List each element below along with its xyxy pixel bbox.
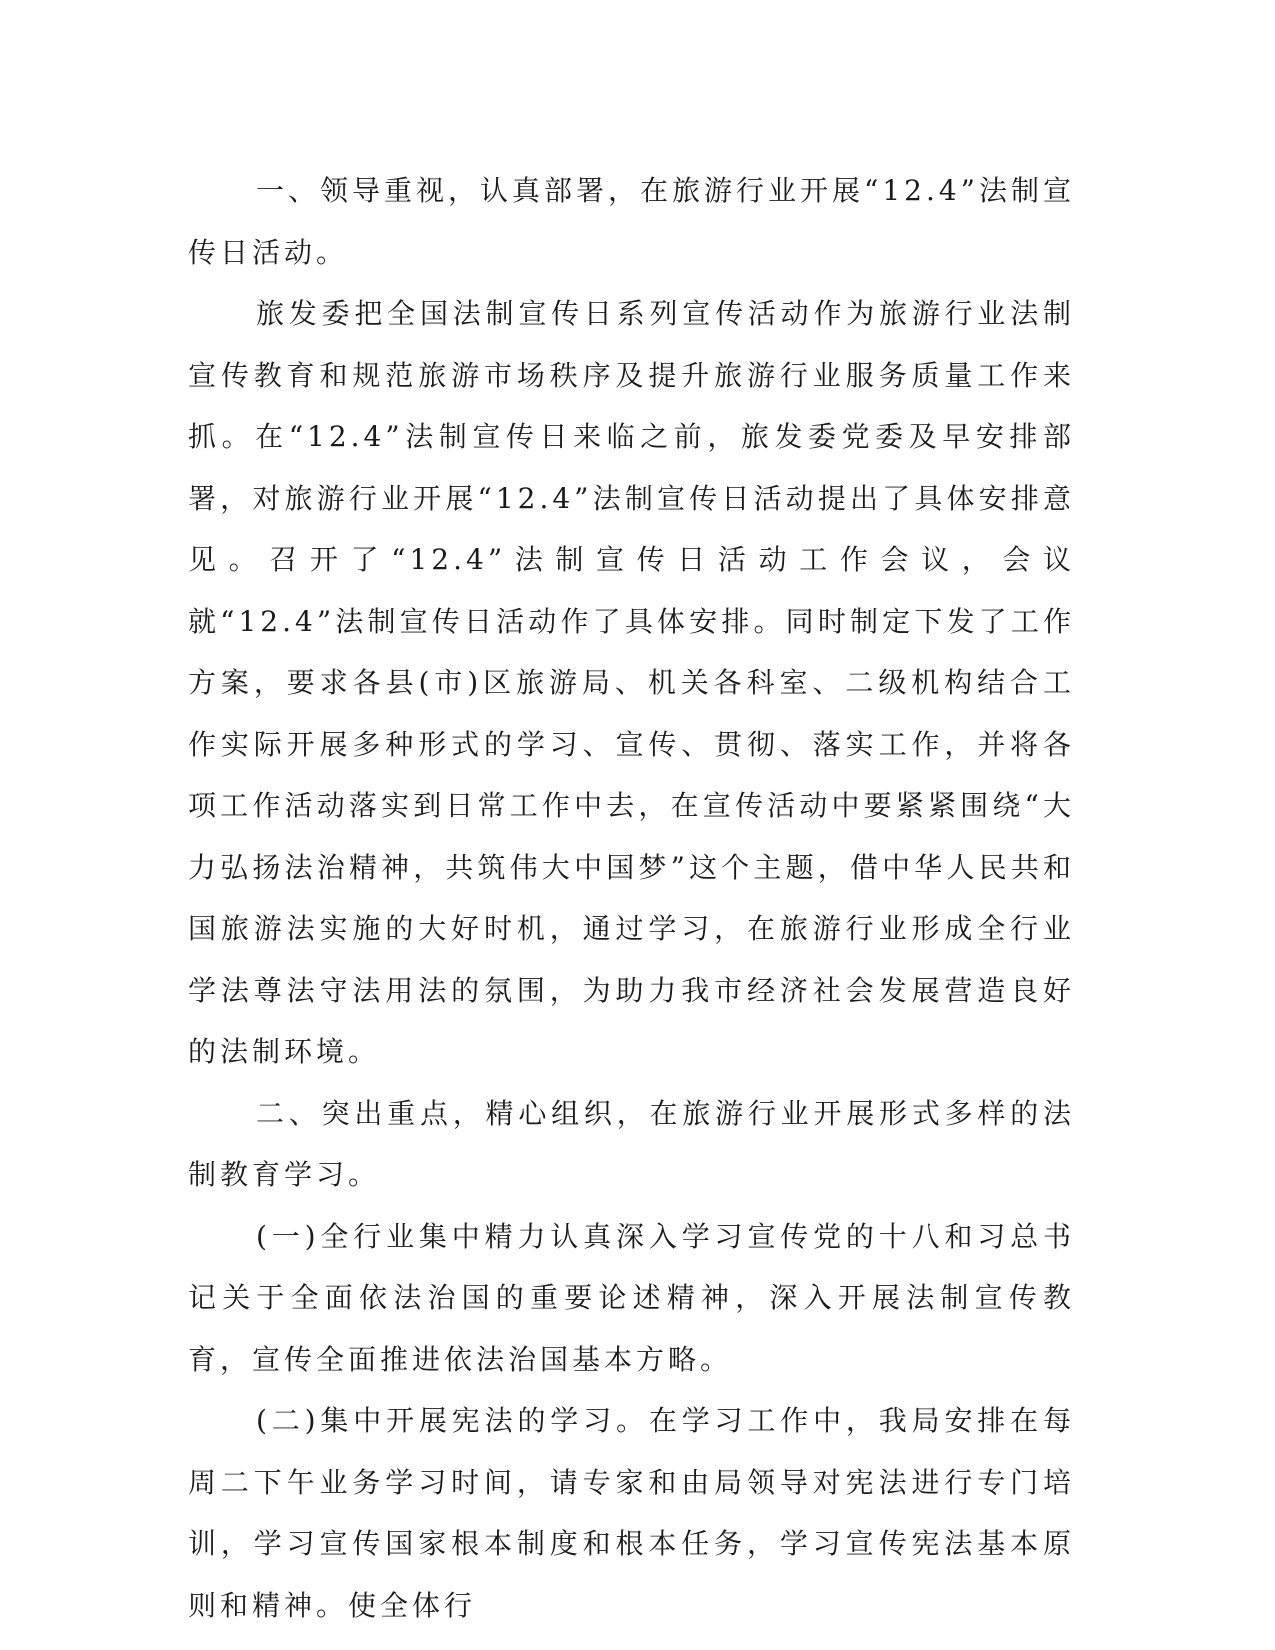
paragraph-section-one-heading: 一、领导重视，认真部署，在旅游行业开展“12.4”法制宣传日活动。 (188, 174, 1075, 269)
paragraph-publicity-day-arrangements: 旅发委把全国法制宣传日系列宣传活动作为旅游行业法制宣传教育和规范旅游市场秩序及提升旅游行业服务质量工作来抓。在“12.4”法制宣传日来临之前，旅发委党委及早安排部署，对旅游行业开展“12.4”法制宣传日活动提出了具体安排意见。召开了“12.4”法制宣传日活动工作会议，会议就“12.4”法制宣传日活动作了具体安排。同时制定下发了工作方案，要求各县(市)区旅游局、机关各科室、二级机构结合工作实际开展多种形式的学习、宣传、贯彻、落实工作，并将各项工作活动落实到日常工作中去，在宣传活动中要紧紧围绕“大力弘扬法治精神，共筑伟大中国梦”这个主题，借中华人民共和国旅游法实施的大好时机，通过学习，在旅游行业形成全行业学法尊法守法用法的氛围，为助力我市经济社会发展营造良好的法制环境。 (188, 297, 1075, 1068)
paragraph-section-two-heading: 二、突出重点，精心组织，在旅游行业开展形式多样的法制教育学习。 (188, 1096, 1075, 1191)
paragraph-item-two: (二)集中开展宪法的学习。在学习工作中，我局安排在每周二下午业务学习时间，请专家和由局领导对宪法进行专门培训，学习宣传国家根本制度和根本任务，学习宣传宪法基本原则和精神。使全体行 (188, 1404, 1075, 1622)
paragraph-item-one: (一)全行业集中精力认真深入学习宣传党的十八和习总书记关于全面依法治国的重要论述精神，深入开展法制宣传教育，宣传全面推进依法治国基本方略。 (188, 1219, 1075, 1376)
document-body (188, 160, 1075, 1636)
